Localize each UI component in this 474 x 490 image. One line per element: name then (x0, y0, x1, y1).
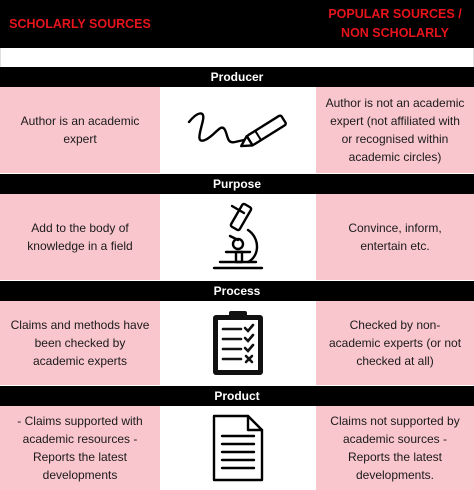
popular-cell (316, 194, 474, 280)
pen-icon (183, 100, 293, 160)
popular-sources-heading-line1: POPULAR SOURCES / (328, 7, 462, 21)
scholarly-cell (0, 406, 160, 490)
section-row-product (0, 406, 474, 490)
scholarly-text: - Claims supported with academic resources - Reports the latest developments (17, 414, 143, 482)
section-header-process (0, 281, 474, 301)
section-header-product (0, 386, 474, 406)
checklist-icon (209, 309, 267, 377)
popular-text: Convince, inform, entertain etc. (348, 221, 442, 253)
popular-cell (316, 87, 474, 173)
section-title: Purpose (212, 177, 261, 191)
icon-cell (160, 406, 316, 490)
section-row-purpose (0, 194, 474, 280)
microscope-icon (208, 200, 268, 274)
icon-cell (160, 87, 316, 173)
popular-text: Author is not an academic expert (not affiliated with or recognised within academic circles) (325, 96, 465, 164)
section-title: Product (214, 389, 260, 403)
section-title: Process (213, 284, 261, 298)
header-spacer (0, 48, 474, 67)
scholarly-cell (0, 87, 160, 173)
section-row-producer (0, 87, 474, 173)
section-row-process (0, 301, 474, 385)
popular-text: Claims not supported by academic sources - Reports the latest developments. (330, 414, 460, 482)
popular-cell (316, 301, 474, 385)
popular-text: Checked by non-academic experts (or not checked at all) (328, 318, 462, 368)
section-header-producer (0, 67, 474, 87)
table-header (0, 0, 474, 48)
header-right-cell (316, 0, 474, 48)
icon-cell (160, 301, 316, 385)
popular-sources-heading-line2: NON SCHOLARLY (341, 26, 449, 40)
scholarly-cell (0, 194, 160, 280)
section-title: Producer (210, 70, 264, 84)
scholarly-text: Author is an academic expert (20, 114, 140, 146)
scholarly-cell (0, 301, 160, 385)
header-left-cell (0, 0, 160, 48)
icon-cell (160, 194, 316, 280)
section-header-purpose (0, 174, 474, 194)
popular-cell (316, 406, 474, 490)
scholarly-sources-heading: SCHOLARLY SOURCES (9, 16, 151, 31)
scholarly-text: Claims and methods have been checked by academic experts (10, 318, 150, 368)
document-icon (210, 412, 266, 484)
scholarly-text: Add to the body of knowledge in a field (27, 221, 133, 253)
